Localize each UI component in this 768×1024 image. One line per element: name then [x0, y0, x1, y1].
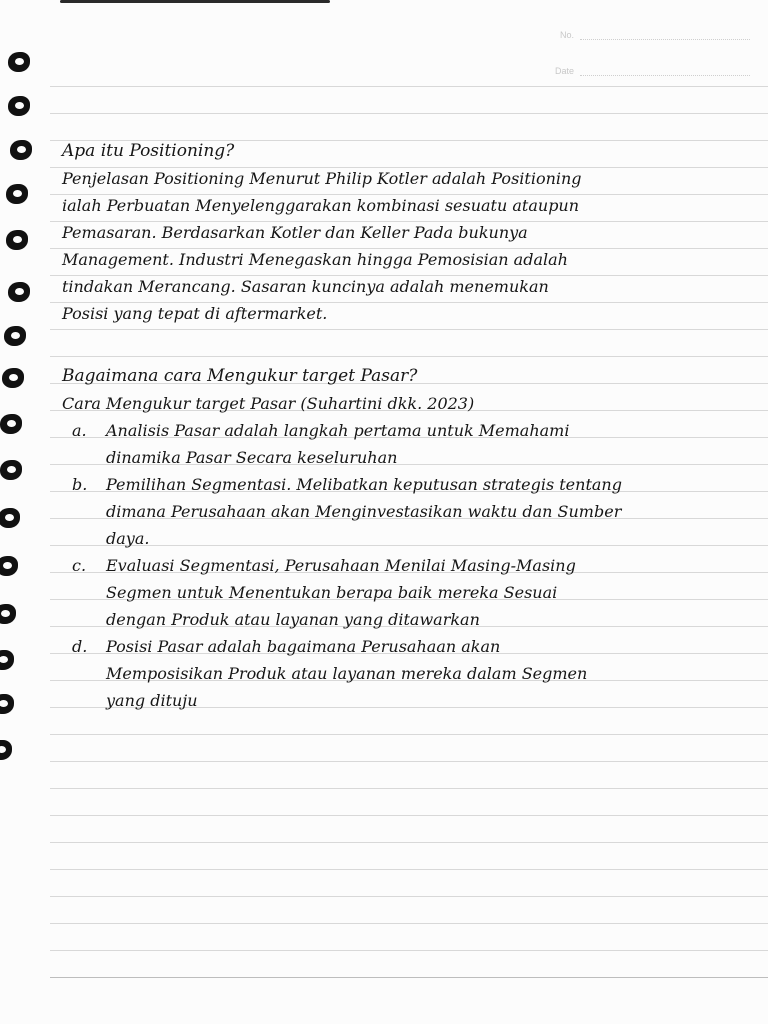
- ruled-line: [50, 950, 768, 951]
- ruled-line: [50, 842, 768, 843]
- spiral-ring: [0, 460, 22, 480]
- item-marker: b.: [72, 475, 88, 494]
- item-marker: a.: [72, 421, 87, 440]
- number-field: [560, 30, 750, 40]
- list-item: [62, 417, 742, 471]
- item-text: Posisi Pasar adalah bagaimana Perusahaan akan Memposisikan Produk atau layanan mereka dalam Segmen yang dituju: [106, 637, 588, 710]
- ruled-line: [50, 815, 768, 816]
- ruled-line: [50, 923, 768, 924]
- item-text: Analisis Pasar adalah langkah pertama untuk Memahami dinamika Pasar Secara keseluruhan: [106, 421, 570, 467]
- handwritten-notes: [62, 138, 742, 714]
- ruled-line: [50, 734, 768, 735]
- target-market-intro: Cara Mengukur target Pasar (Suhartini dkk. 2023): [62, 394, 475, 413]
- list-item: [62, 552, 742, 633]
- question-target-market: Bagaimana cara Mengukur target Pasar?: [62, 366, 418, 386]
- date-label: Date: [554, 66, 574, 76]
- spiral-ring: [0, 508, 20, 528]
- ruled-line: [50, 113, 768, 114]
- spiral-ring: [0, 740, 12, 760]
- spiral-ring: [0, 694, 14, 714]
- question-positioning: Apa itu Positioning?: [62, 141, 235, 161]
- spiral-ring: [2, 368, 24, 388]
- ruled-line: [50, 86, 768, 87]
- number-line: [580, 39, 750, 40]
- item-text: Pemilihan Segmentasi. Melibatkan keputusan strategis tentang dimana Perusahaan akan Menginvestasikan waktu dan Sumber daya.: [106, 475, 622, 548]
- date-line: [580, 75, 750, 76]
- date-field: [555, 66, 750, 76]
- ruled-line: [50, 896, 768, 897]
- item-marker: d.: [72, 637, 88, 656]
- steps-list: [62, 417, 742, 714]
- item-marker: c.: [72, 556, 87, 575]
- item-text: Evaluasi Segmentasi, Perusahaan Menilai Masing-Masing Segmen untuk Menentukan berapa baik mereka Sesuai dengan Produk atau layanan yang ditawarkan: [106, 556, 576, 629]
- spiral-ring: [0, 414, 22, 434]
- ruled-line: [50, 977, 768, 978]
- ruled-line: [50, 869, 768, 870]
- spiral-ring: [0, 604, 16, 624]
- section-gap: [62, 327, 742, 363]
- number-label: No.: [559, 30, 574, 40]
- answer-positioning: Penjelasan Positioning Menurut Philip Kotler adalah Positioning ialah Perbuatan Menyelenggarakan kombinasi sesuatu ataupun Pemasaran. Berdasarkan Kotler dan Keller Pada bukunya Management. Industri Menegaskan hingga Pemosisian adalah tindakan Merancang. Sasaran kuncinya adalah menemukan Posisi yang tepat di aftermarket.: [62, 169, 582, 323]
- spiral-ring: [0, 556, 18, 576]
- ruled-line: [50, 761, 768, 762]
- ruled-line: [50, 788, 768, 789]
- spiral-ring: [0, 650, 14, 670]
- list-item: [62, 633, 742, 714]
- list-item: [62, 471, 742, 552]
